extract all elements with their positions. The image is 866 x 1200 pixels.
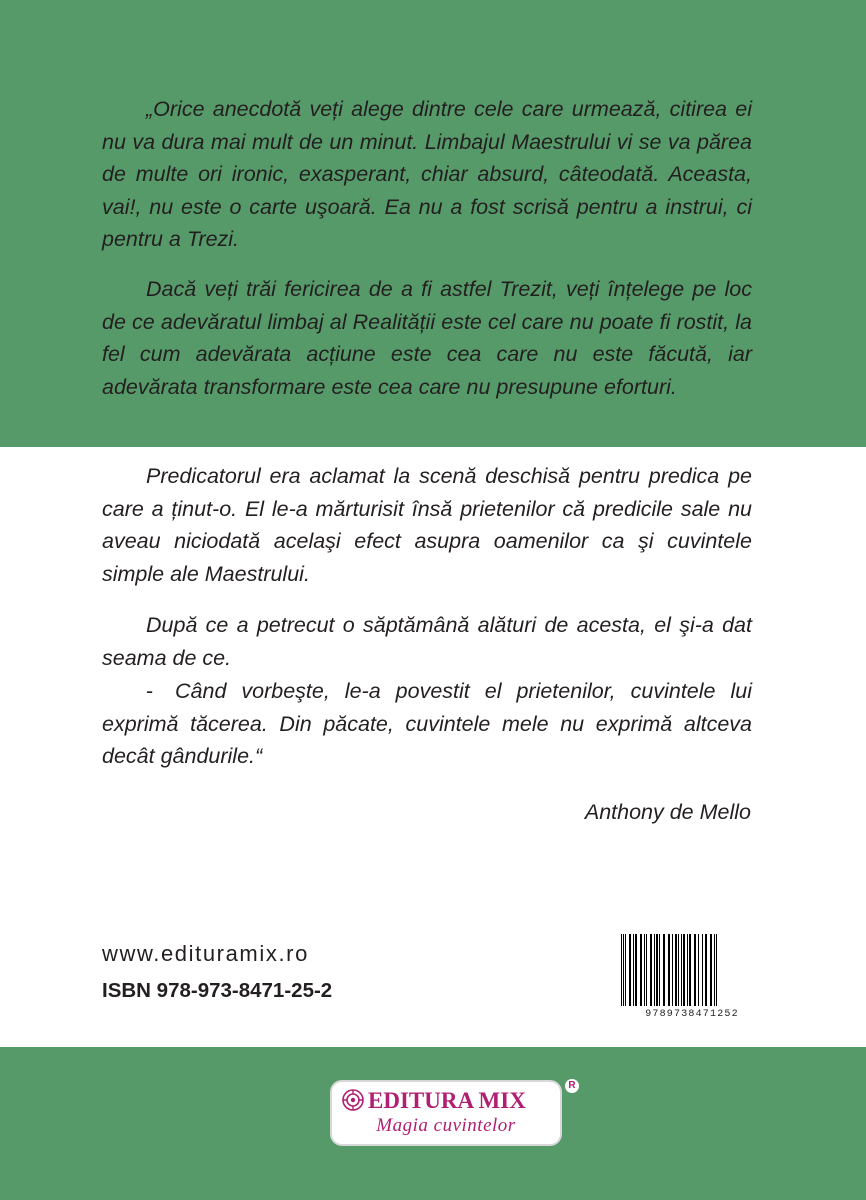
logo-name: EDITURA MIX bbox=[368, 1088, 526, 1113]
quote-author: Anthony de Mello bbox=[584, 800, 751, 824]
anecdote-paragraph-1: Predicatorul era aclamat la scenă deschisă pentru predica pe care a ținut-o. El le-a mărturisit însă prietenilor că predicile sale nu aveau niciodată acelaşi efect asupra oamenilor ca şi cuvintele simple ale Maestrului. bbox=[102, 464, 752, 586]
quote-paragraph-2: Dacă veți trăi fericirea de a fi astfel Trezit, veți înțelege pe loc de ce adevăratul limbaj al Realității este cel care nu poate fi rostit, la fel cum adevărata acțiune este cea care nu este făcută, iar adevărata transformare este cea care nu presupune eforturi. bbox=[102, 277, 752, 399]
barcode-digits: 9789738471252 bbox=[645, 1009, 739, 1020]
quote-paragraph-1: „Orice anecdotă veți alege dintre cele care urmează, citirea ei nu va dura mai mult de un minut. Limbajul Maestrului vi se va părea de multe ori ironic, exasperant, chiar absurd, câteodată. Aceasta, vai!, nu este o carte uşoară. Ea nu a fost scrisă pentru a instrui, ci pentru a Trezi. bbox=[102, 97, 752, 251]
barcode-bars-icon bbox=[617, 932, 767, 1008]
registered-mark: R bbox=[565, 1079, 579, 1093]
isbn-barcode bbox=[617, 932, 767, 1026]
publisher-logo bbox=[332, 1082, 560, 1144]
logo-tagline: Magia cuvintelor bbox=[376, 1115, 516, 1136]
rose-icon bbox=[342, 1089, 364, 1111]
logo-title bbox=[342, 1088, 552, 1114]
isbn-number: ISBN 978-973-8471-25-2 bbox=[102, 979, 333, 1002]
dialogue-dash: - bbox=[146, 679, 154, 703]
anecdote-paragraph-2: După ce a petrecut o săptămână alături de acesta, el şi-a dat seama de ce. bbox=[102, 613, 752, 670]
dialogue-paragraph: Când vorbeşte, le-a povestit el prietenilor, cuvintele lui exprimă tăcerea. Din păcate, cuvintele mele nu exprimă altceva decât gândurile.“ bbox=[102, 679, 752, 768]
publisher-website: www.edituramix.ro bbox=[102, 941, 309, 966]
